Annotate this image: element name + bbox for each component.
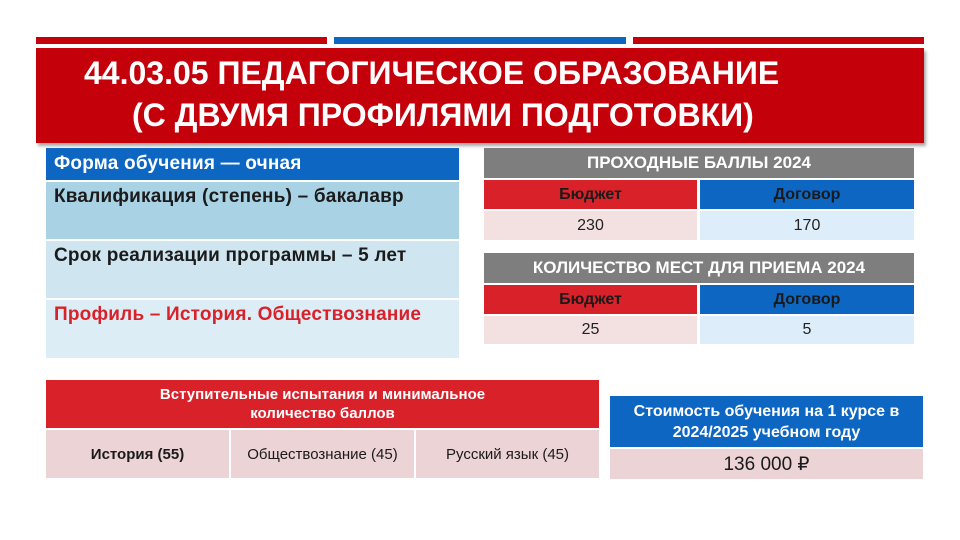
top-bar-red-right [633, 37, 924, 44]
cost-header: Стоимость обучения на 1 курсе в 2024/2025 учебном году [610, 396, 923, 447]
passing-scores-header: ПРОХОДНЫЕ БАЛЛЫ 2024 [484, 148, 914, 178]
cost-value: 136 000 ₽ [610, 449, 923, 479]
title-banner [36, 48, 924, 143]
passing-scores-budget-label: Бюджет [484, 180, 697, 209]
exam-history: История (55) [46, 430, 229, 478]
page-title-line2: (С ДВУМЯ ПРОФИЛЯМИ ПОДГОТОВКИ) [132, 97, 754, 133]
info-qualification-row [46, 182, 459, 239]
top-bar-blue-center [334, 37, 626, 44]
info-duration-text: Срок реализации программы – 5 лет [54, 245, 407, 266]
exams-header: Вступительные испытания и минимальное количество баллов [46, 380, 599, 428]
places-header: КОЛИЧЕСТВО МЕСТ ДЛЯ ПРИЕМА 2024 [484, 253, 914, 283]
places-contract-label: Договор [700, 285, 914, 314]
info-qualification-text: Квалификация (степень) – бакалавр [54, 186, 404, 207]
info-form-row [46, 148, 459, 180]
exam-social-studies: Обществознание (45) [231, 430, 414, 478]
info-duration-row [46, 241, 459, 298]
top-bar-red-left [36, 37, 327, 44]
places-contract-value: 5 [700, 316, 914, 344]
passing-scores-contract-value: 170 [700, 211, 914, 240]
exam-russian: Русский язык (45) [416, 430, 599, 478]
passing-scores-contract-label: Договор [700, 180, 914, 209]
info-form-text: Форма обучения — очная [54, 153, 302, 174]
places-budget-label: Бюджет [484, 285, 697, 314]
info-profile-text: Профиль – История. Обществознание [54, 304, 422, 325]
places-budget-value: 25 [484, 316, 697, 344]
page-title-line1: 44.03.05 ПЕДАГОГИЧЕСКОЕ ОБРАЗОВАНИЕ [84, 55, 780, 91]
info-profile-row [46, 300, 459, 358]
passing-scores-budget-value: 230 [484, 211, 697, 240]
